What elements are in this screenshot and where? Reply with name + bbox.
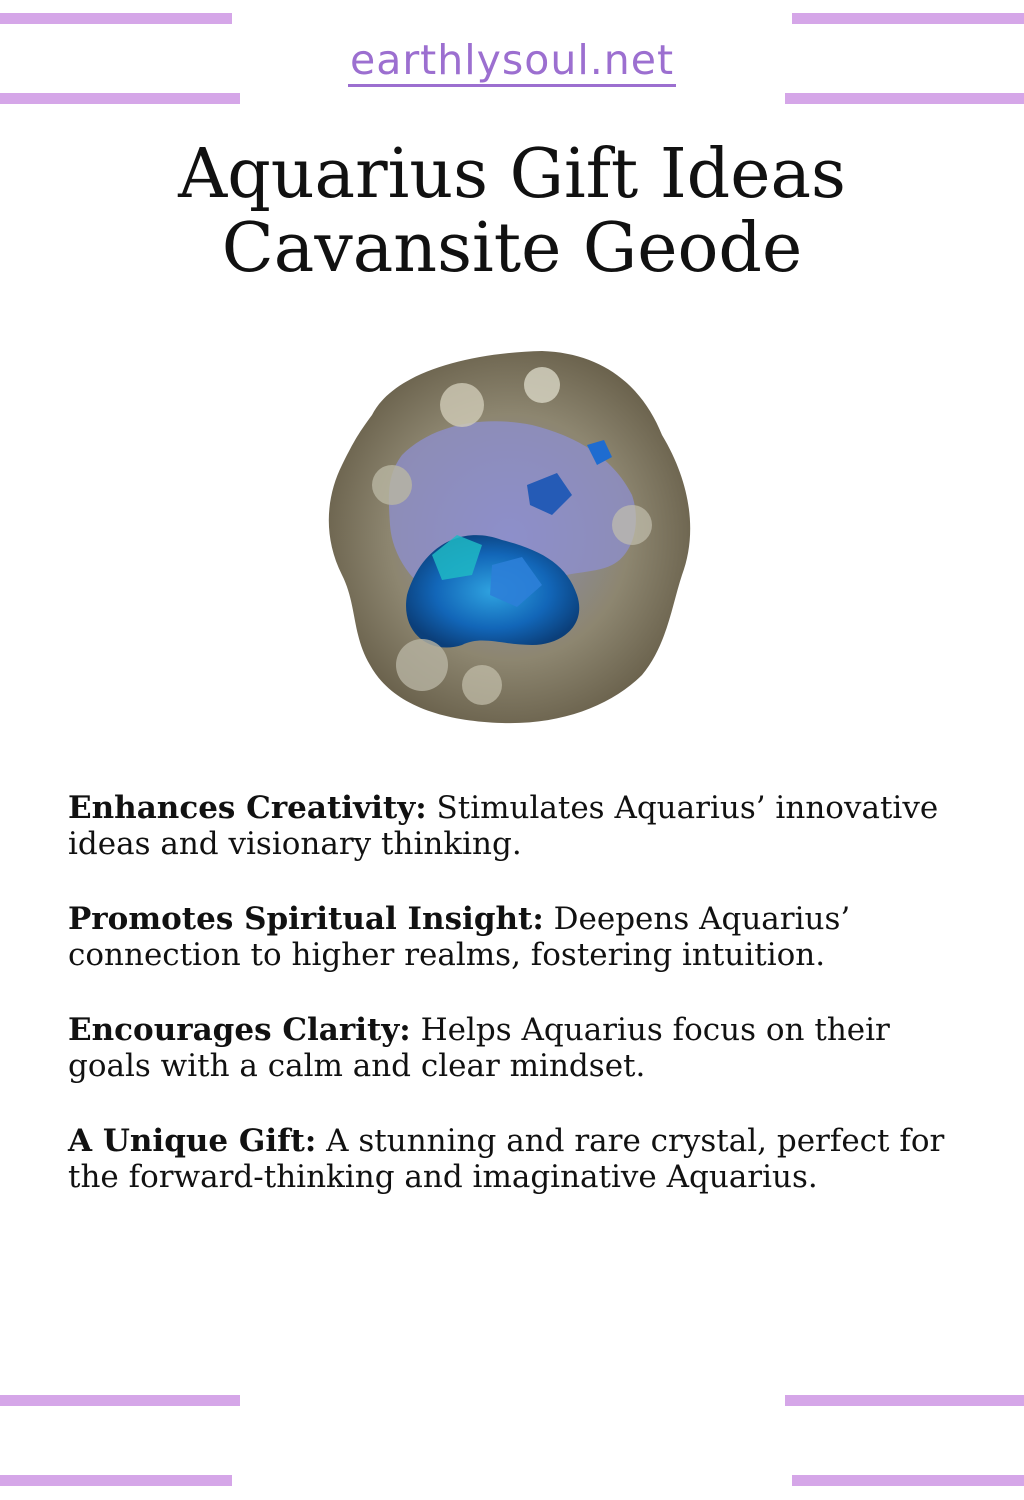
decorative-bar-bottom-right-1 — [785, 1395, 1024, 1406]
benefit-item — [68, 790, 968, 862]
benefit-item — [68, 1123, 968, 1195]
site-logo[interactable] — [0, 36, 1024, 87]
benefit-label: Promotes Spiritual Insight: — [68, 901, 544, 937]
decorative-bar-top-right-2 — [785, 93, 1024, 104]
decorative-bar-bottom-left-2 — [0, 1475, 232, 1486]
benefit-label: Encourages Clarity: — [68, 1012, 411, 1048]
decorative-bar-bottom-left-1 — [0, 1395, 240, 1406]
benefit-text: A stunning and rare crystal, perfect for the forward-thinking and imaginative Aquarius. — [68, 1123, 945, 1195]
cavansite-geode-image — [312, 345, 702, 735]
benefit-item — [68, 901, 968, 973]
title-line-2: Cavansite Geode — [221, 209, 803, 288]
benefit-label: A Unique Gift: — [68, 1123, 317, 1159]
benefit-label: Enhances Creativity: — [68, 790, 427, 826]
title-line-1: Aquarius Gift Ideas — [178, 135, 846, 214]
benefit-item — [68, 1012, 968, 1084]
page-title — [0, 135, 1024, 288]
benefit-text: Stimulates Aquarius’ innovative ideas and visionary thinking. — [68, 790, 939, 862]
decorative-bar-top-left-1 — [0, 13, 232, 24]
decorative-bar-top-left-2 — [0, 93, 240, 104]
decorative-bar-top-right-1 — [792, 13, 1024, 24]
decorative-bar-bottom-right-2 — [792, 1475, 1024, 1486]
benefit-text: Helps Aquarius focus on their goals with a calm and clear mindset. — [68, 1012, 890, 1084]
benefits-list — [68, 790, 968, 1234]
logo-text: earthlysoul.net — [348, 36, 676, 87]
benefit-text: Deepens Aquarius’ connection to higher realms, fostering intuition. — [68, 901, 851, 973]
